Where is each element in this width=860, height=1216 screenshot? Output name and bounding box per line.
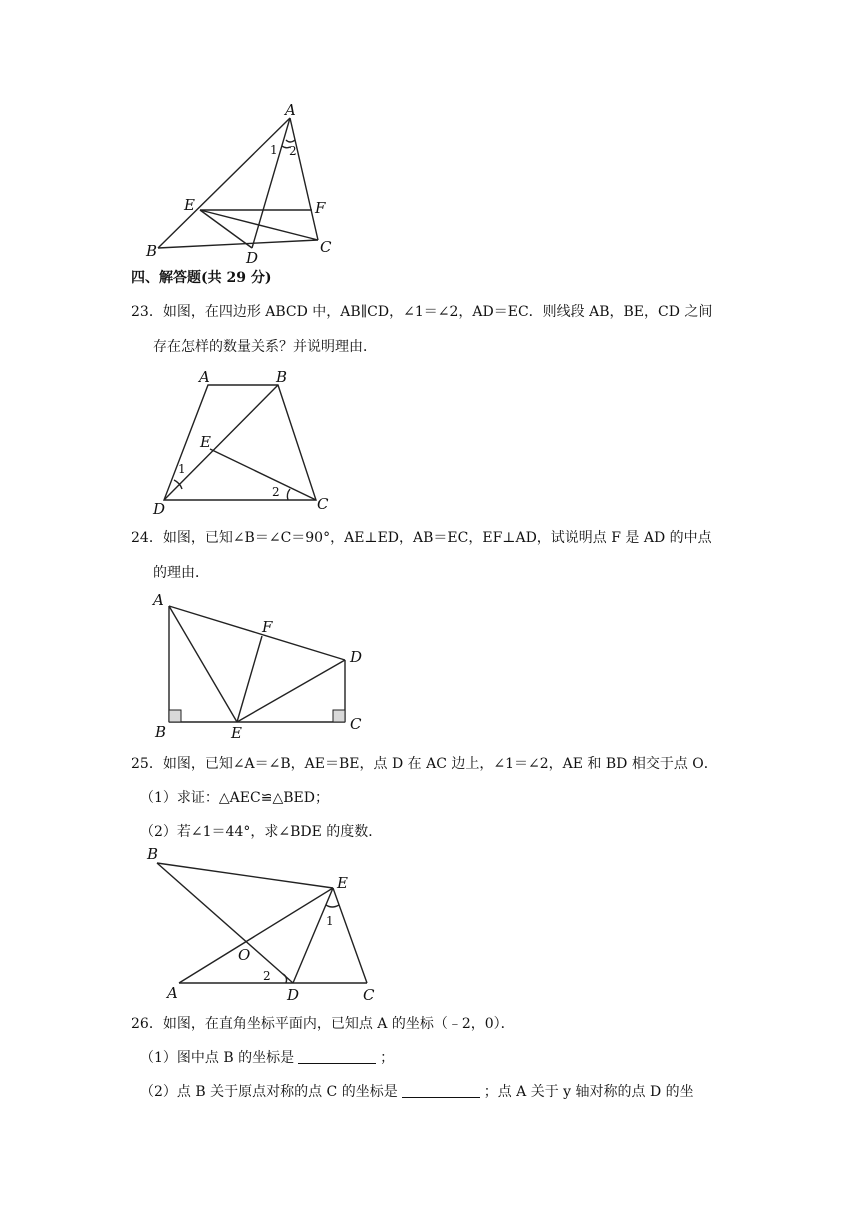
label-e: E: [184, 196, 195, 214]
segment-be: [157, 863, 333, 888]
label-c: C: [363, 986, 375, 1004]
segment-ec: [210, 449, 316, 500]
segment-ed: [237, 660, 345, 722]
q24-text-line2: 的理由．: [153, 565, 209, 581]
q26-part1: [140, 1048, 394, 1068]
segment-bd: [157, 863, 293, 983]
label-a: A: [285, 101, 296, 119]
figure-q22: [140, 100, 350, 270]
label-e: E: [200, 433, 211, 451]
segment-bd: [164, 385, 278, 500]
angle-arc-1: [326, 905, 339, 907]
segment-ed: [200, 210, 252, 248]
segment-ac: [290, 118, 318, 240]
angle-arc-2: [287, 489, 290, 500]
label-d: D: [246, 249, 259, 267]
label-b: B: [147, 845, 159, 863]
label-d: D: [287, 986, 300, 1004]
q26-part2-answer-blank[interactable]: [402, 1083, 480, 1098]
label-a: A: [167, 984, 178, 1002]
q26-part2: [140, 1082, 694, 1102]
right-angle-mark-c: [333, 710, 345, 722]
q25-part2: （2）若∠1＝44°，求∠BDE 的度数．: [140, 824, 383, 840]
label-c: C: [320, 238, 332, 256]
label-b: B: [155, 723, 167, 741]
q25-text-line1: 25．如图，已知∠A＝∠B，AE＝BE，点 D 在 AC 边上，∠1＝∠2，AE 和 BD 相交于点 O．: [131, 756, 718, 772]
section-heading: 四、解答题(共 29 分): [131, 270, 272, 286]
label-c: C: [350, 715, 362, 733]
label-angle-2: 2: [289, 144, 297, 158]
quadrilateral-abcd: [164, 385, 316, 500]
q24-text-line1: 24．如图，已知∠B＝∠C＝90°，AE⊥ED，AB＝EC，EF⊥AD，试说明点 F 是 AD 的中点: [131, 530, 712, 546]
label-angle-1: 1: [178, 462, 186, 476]
angle-arc-2: [286, 140, 295, 142]
label-o: O: [238, 946, 251, 964]
label-angle-1: 1: [270, 143, 278, 157]
label-angle-2: 2: [272, 485, 280, 499]
figure-q24: [145, 590, 375, 740]
segment-ed: [293, 888, 333, 983]
figure-q23: [150, 365, 340, 518]
q26-part1-prompt: （1）图中点 B 的坐标是: [140, 1050, 295, 1066]
angle-arc-1: [174, 480, 182, 489]
figure-q25: [145, 843, 390, 1005]
label-f: F: [262, 618, 273, 636]
label-c: C: [317, 495, 329, 513]
q23-text-line1: 23．如图，在四边形 ABCD 中，AB∥CD，∠1＝∠2，AD＝EC．则线段 AB，BE，CD 之间: [131, 304, 713, 320]
segment-ec: [333, 888, 367, 983]
segment-bc: [158, 240, 318, 248]
q25-part1: （1）求证：△AEC≌△BED；: [140, 790, 329, 806]
label-angle-2: 2: [263, 969, 271, 983]
label-d: D: [153, 500, 166, 518]
q26-text-line1: 26．如图，在直角坐标平面内，已知点 A 的坐标（﹣2，0）．: [131, 1016, 515, 1032]
label-b: B: [276, 368, 288, 386]
label-e: E: [231, 724, 242, 742]
label-f: F: [315, 199, 326, 217]
label-a: A: [153, 591, 164, 609]
label-b: B: [146, 242, 158, 260]
q26-part2-continuation: ；点 A 关于 y 轴对称的点 D 的坐: [483, 1084, 694, 1100]
label-e: E: [337, 874, 348, 892]
q23-text-line2: 存在怎样的数量关系？并说明理由．: [153, 339, 377, 355]
label-d: D: [350, 648, 363, 666]
label-angle-1: 1: [326, 914, 334, 928]
label-a: A: [199, 368, 210, 386]
segment-ec: [200, 210, 318, 240]
q26-part1-answer-blank[interactable]: [298, 1049, 376, 1064]
q26-part1-punct: ；: [380, 1050, 395, 1066]
q26-part2-prompt: （2）点 B 关于原点对称的点 C 的坐标是: [140, 1084, 398, 1100]
right-angle-mark-b: [169, 710, 181, 722]
